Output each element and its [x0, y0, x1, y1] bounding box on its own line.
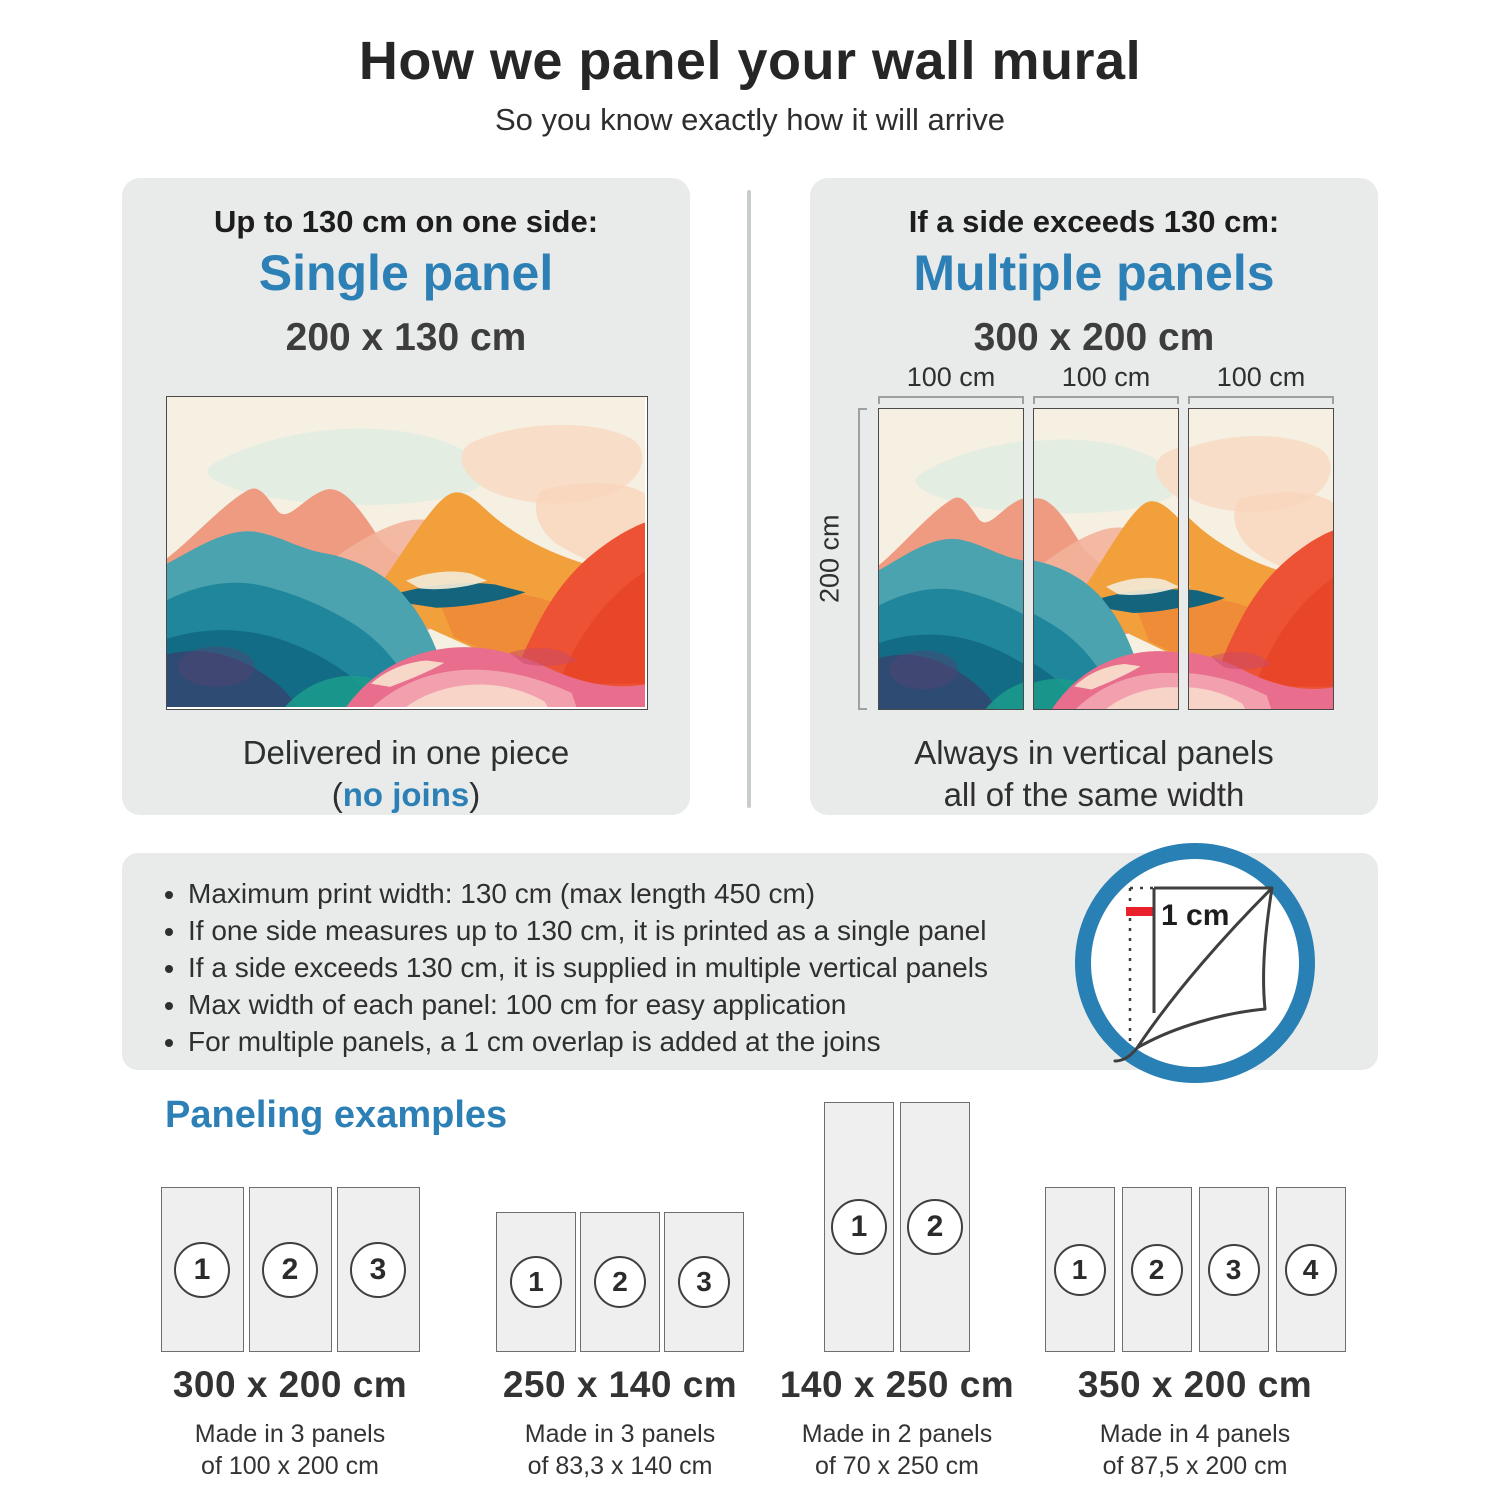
info-bullet: • For multiple panels, a 1 cm overlap is added at the joins — [188, 1023, 1148, 1060]
multiple-panels-title: Multiple panels — [913, 245, 1275, 301]
example-of: of 87,5 x 200 cm — [1102, 1452, 1288, 1480]
single-panel-card — [122, 178, 690, 815]
example-panel — [249, 1187, 332, 1352]
width-bracket — [1033, 396, 1179, 404]
page-curl-diagram — [1073, 841, 1317, 1085]
example-panels-3 — [770, 1102, 1024, 1352]
multiple-panels-size: 300 x 200 cm — [973, 316, 1215, 359]
single-panel-condition: Up to 130 cm on one side: — [213, 204, 599, 239]
panel-number-badge: 1 — [510, 1256, 562, 1308]
example-made: Made in 3 panels — [194, 1420, 386, 1448]
example-of: of 83,3 x 140 cm — [527, 1452, 713, 1480]
paren-open: ( — [331, 776, 343, 813]
example-panel — [580, 1212, 660, 1352]
panel-number-badge: 1 — [174, 1242, 230, 1298]
multiple-panels-condition: If a side exceeds 130 cm: — [908, 204, 1280, 239]
example-panel — [1045, 1187, 1115, 1352]
width-bracket — [1188, 396, 1334, 404]
width-bracket — [878, 396, 1024, 404]
panel-number-badge: 2 — [1131, 1244, 1183, 1296]
single-panel-caption: Delivered in one piece — [242, 734, 570, 771]
panel-number-badge: 1 — [1054, 1244, 1106, 1296]
overlap-red-mark — [1126, 907, 1154, 916]
multiple-panels-card — [810, 178, 1378, 815]
paren-close: ) — [469, 776, 481, 813]
width-label: 100 cm — [1216, 362, 1306, 392]
example-text-3 — [770, 1364, 1024, 1482]
panel-number-badge: 2 — [594, 1256, 646, 1308]
page-title: How we panel your wall mural — [358, 31, 1142, 91]
mural-panel-2 — [1033, 408, 1179, 710]
single-panel-size: 200 x 130 cm — [285, 316, 527, 359]
panel-number-badge: 3 — [1208, 1244, 1260, 1296]
example-text-4 — [1030, 1364, 1360, 1482]
example-panel — [664, 1212, 744, 1352]
example-made: Made in 4 panels — [1099, 1420, 1291, 1448]
panel-number-badge: 2 — [907, 1199, 963, 1255]
example-panel — [824, 1102, 894, 1352]
panel-number-badge: 1 — [831, 1199, 887, 1255]
mural-panel-3 — [1188, 408, 1334, 710]
example-panels-2 — [465, 1212, 775, 1352]
info-bullet: • If one side measures up to 130 cm, it is printed as a single panel — [188, 912, 1148, 949]
example-panel — [1199, 1187, 1269, 1352]
example-panel — [496, 1212, 576, 1352]
panel-number-badge: 2 — [262, 1242, 318, 1298]
page-subtitle: So you know exactly how it will arrive — [495, 102, 1005, 137]
single-panel-title: Single panel — [258, 245, 554, 301]
example-panel — [337, 1187, 420, 1352]
info-bullet: • If a side exceeds 130 cm, it is supplied in multiple vertical panels — [188, 949, 1148, 986]
example-made: Made in 3 panels — [524, 1420, 716, 1448]
example-panel — [161, 1187, 244, 1352]
mural-watercolor-image — [166, 396, 648, 710]
example-panels-4 — [1030, 1187, 1360, 1352]
card-divider — [747, 190, 751, 808]
example-size: 350 x 200 cm — [1077, 1364, 1313, 1405]
panel-number-badge: 4 — [1285, 1244, 1337, 1296]
example-panel — [900, 1102, 970, 1352]
mural-panel-1 — [878, 408, 1024, 710]
example-of: of 100 x 200 cm — [201, 1452, 379, 1480]
example-panels-1 — [140, 1187, 440, 1352]
multiple-panels-caption-2: all of the same width — [943, 776, 1245, 813]
height-label: 200 cm — [814, 514, 845, 604]
height-bracket — [858, 408, 867, 710]
example-size: 300 x 200 cm — [172, 1364, 408, 1405]
overlap-label: 1 cm — [1161, 899, 1230, 932]
info-bullet: • Maximum print width: 130 cm (max length 450 cm) — [188, 875, 1148, 912]
example-made: Made in 2 panels — [801, 1420, 993, 1448]
multiple-panels-caption-1: Always in vertical panels — [914, 734, 1274, 771]
example-of: of 70 x 250 cm — [815, 1452, 979, 1480]
width-label: 100 cm — [1061, 362, 1151, 392]
panel-number-badge: 3 — [350, 1242, 406, 1298]
example-text-1 — [140, 1364, 440, 1482]
overlap-peel-icon — [1073, 841, 1317, 1085]
info-bullet: • Max width of each panel: 100 cm for easy application — [188, 986, 1148, 1023]
example-panel — [1276, 1187, 1346, 1352]
mural-art-single — [167, 397, 645, 707]
example-size: 250 x 140 cm — [502, 1364, 738, 1405]
example-text-2 — [465, 1364, 775, 1482]
no-joins-text: no joins — [342, 776, 470, 813]
single-panel-caption-joins — [122, 776, 690, 814]
info-bullet-list — [166, 875, 1148, 1060]
width-label: 100 cm — [906, 362, 996, 392]
example-size: 140 x 250 cm — [779, 1364, 1015, 1405]
panel-number-badge: 3 — [678, 1256, 730, 1308]
example-panel — [1122, 1187, 1192, 1352]
paneling-examples-heading: Paneling examples — [165, 1094, 508, 1136]
